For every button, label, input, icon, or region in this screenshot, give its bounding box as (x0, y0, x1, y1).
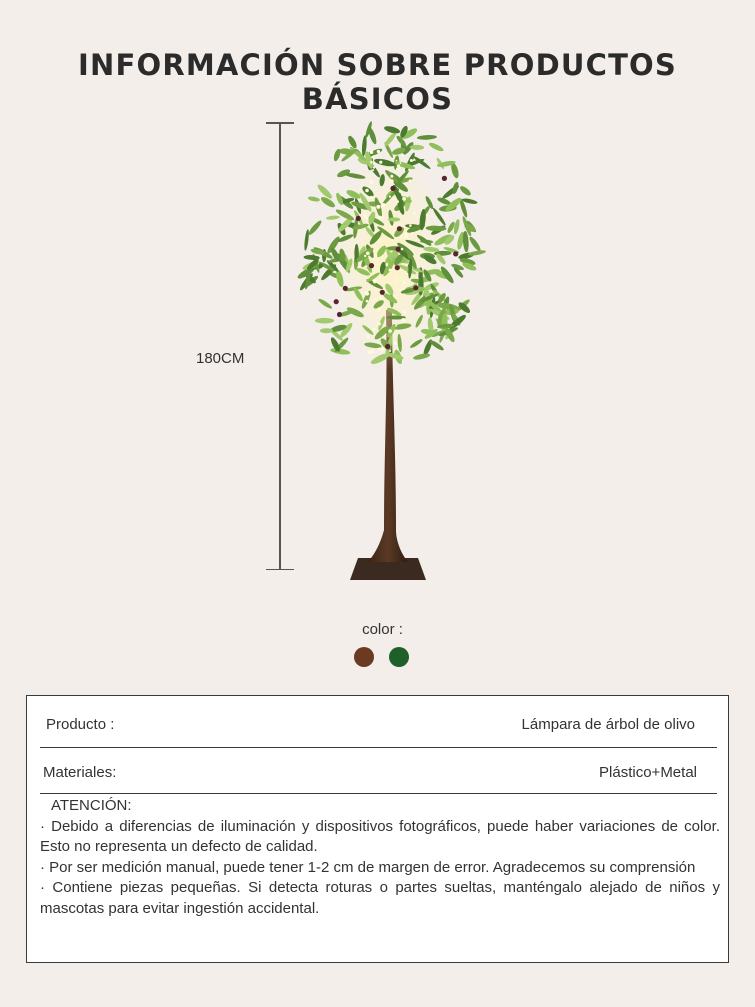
fairy-light (378, 216, 382, 220)
fairy-light (396, 168, 399, 171)
note-item: · Debido a diferencias de iluminación y dispositivos fotográficos, puede haber variaciones de color. Esto no representa un defecto de calidad. (40, 817, 720, 855)
leaf (317, 297, 333, 310)
product-info-box (26, 695, 729, 963)
leaf (459, 185, 473, 198)
spec-key: Producto : (46, 716, 115, 733)
fairy-light (382, 203, 386, 207)
olive-berry (356, 216, 361, 221)
olive-berry (453, 251, 458, 256)
fairy-light (377, 150, 380, 153)
fairy-light (366, 300, 369, 303)
leaf (367, 127, 378, 146)
note-item: · Contiene piezas pequeñas. Si detecta roturas o partes sueltas, manténgalo alejado de niños y mascotas para evitar ingestión accidental. (40, 879, 720, 917)
fairy-light (400, 235, 403, 238)
fairy-light (396, 160, 398, 162)
fairy-light (394, 279, 397, 282)
fairy-light (366, 335, 369, 338)
fairy-light (378, 239, 380, 241)
fairy-light (401, 248, 404, 251)
fairy-light (409, 179, 412, 182)
fairy-light (387, 153, 389, 155)
note-item: · Por ser medición manual, puede tener 1-2 cm de margen de error. Agradecemos su comprensión (40, 858, 696, 876)
spec-value: Lámpara de árbol de olivo (521, 716, 695, 733)
fairy-light (389, 196, 391, 198)
fairy-light (393, 341, 397, 345)
attention-heading: ATENCIÓN: (51, 797, 132, 814)
leaf (383, 131, 397, 147)
fairy-light (366, 265, 368, 267)
leaf (444, 196, 463, 213)
fairy-light (371, 156, 374, 159)
fairy-light (397, 164, 400, 167)
fairy-light (370, 180, 373, 183)
color-swatch-green[interactable] (389, 647, 409, 667)
fairy-light (399, 289, 401, 291)
olive-tree-image (280, 110, 500, 590)
fairy-light (404, 232, 407, 235)
spec-value: Plástico+Metal (599, 764, 697, 781)
fairy-light (379, 161, 382, 164)
fairy-light (410, 159, 413, 162)
olive-berry (337, 312, 342, 317)
spec-row-materials (40, 748, 717, 794)
fairy-light (365, 189, 369, 193)
fairy-light (411, 232, 413, 234)
fairy-light (378, 348, 380, 350)
fairy-light (387, 168, 389, 170)
fairy-light (370, 196, 373, 199)
olive-berry (334, 299, 339, 304)
olive-berry (369, 263, 374, 268)
fairy-light (385, 263, 388, 266)
fairy-light (373, 279, 377, 283)
attention-notes (40, 796, 720, 919)
olive-berry (413, 285, 418, 290)
fairy-light (396, 200, 399, 203)
olive-berry (396, 247, 401, 252)
leaf (320, 328, 333, 333)
olive-berry (397, 226, 402, 231)
olive-berry (390, 186, 395, 191)
fairy-light (399, 190, 402, 193)
color-label: color : (362, 621, 403, 638)
fairy-light (389, 350, 391, 352)
fairy-light (364, 255, 366, 257)
fairy-light (366, 217, 369, 220)
fairy-light (405, 235, 408, 238)
fairy-light (392, 198, 394, 200)
leaf (428, 141, 445, 153)
fairy-light (395, 325, 397, 327)
leaf (388, 217, 400, 221)
fairy-light (377, 307, 380, 310)
olive-berry (395, 265, 400, 270)
fairy-light (402, 154, 405, 157)
fairy-light (402, 318, 406, 322)
fairy-light (400, 162, 402, 164)
page-title: INFORMACIÓN SOBRE PRODUCTOS BÁSICOS (78, 48, 677, 116)
fairy-light (365, 292, 369, 296)
fairy-light (370, 151, 374, 155)
leaf (453, 219, 461, 235)
fairy-light (366, 252, 370, 256)
fairy-light (389, 269, 392, 272)
leaf (468, 235, 482, 252)
leaf (347, 135, 359, 150)
fairy-light (373, 300, 375, 302)
olive-berry (385, 344, 390, 349)
fairy-light (372, 169, 374, 171)
leaf (315, 318, 334, 324)
fairy-light (363, 215, 366, 218)
fairy-light (371, 350, 375, 354)
fairy-light (413, 212, 416, 215)
fairy-light (379, 296, 383, 300)
leaf (383, 125, 400, 135)
height-label: 180CM (196, 350, 245, 367)
olive-berry (343, 286, 348, 291)
leaf (307, 196, 320, 203)
fairy-light (374, 298, 376, 300)
leaf (303, 229, 309, 251)
fairy-light (368, 350, 372, 354)
fairy-light (373, 166, 375, 168)
fairy-light (403, 311, 406, 314)
fairy-light (381, 347, 385, 351)
olive-berry (442, 176, 447, 181)
fairy-light (374, 253, 378, 257)
fairy-light (403, 281, 407, 285)
leaf (307, 219, 323, 236)
leaf (417, 135, 437, 141)
color-swatch-brown[interactable] (354, 647, 374, 667)
spec-key: Materiales: (43, 764, 117, 781)
fairy-light (370, 161, 373, 164)
olive-berry (380, 290, 385, 295)
fairy-light (402, 197, 406, 201)
spec-row-product (40, 702, 717, 748)
fairy-light (376, 205, 380, 209)
fairy-light (409, 224, 412, 227)
fairy-light (390, 179, 394, 183)
fairy-light (373, 328, 376, 331)
fairy-light (388, 329, 392, 333)
fairy-light (390, 175, 393, 178)
fairy-light (378, 322, 381, 325)
